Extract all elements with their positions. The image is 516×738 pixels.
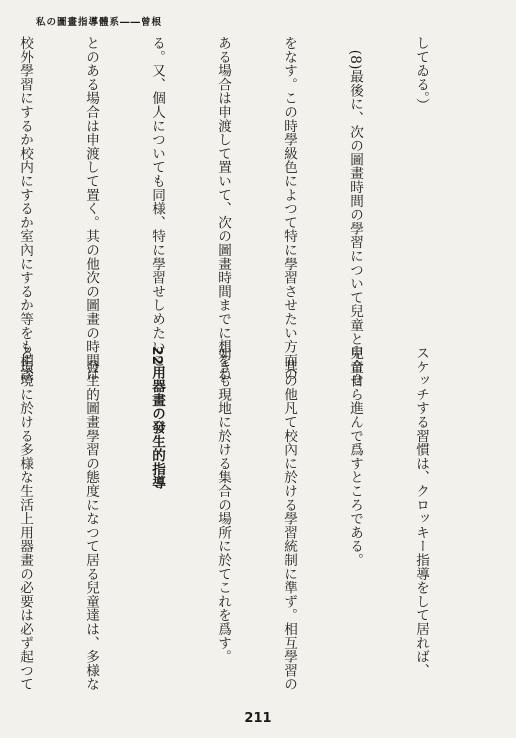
text-column: してゐる。） <box>413 36 429 112</box>
text-column: とのある場合は申渡して置く。其の他次の圖畫の時間は <box>83 36 99 381</box>
page-number: 211 <box>244 711 272 726</box>
upper-text-block <box>17 36 476 388</box>
text-column: 發生的圖畫學習の態度になつて居る兒童達は、多様な <box>83 346 99 691</box>
text-column: る。又、個人についても同様、特に學習せしめたいこ <box>149 36 165 368</box>
text-column: 兒童自ら進んで爲すところである。 <box>347 346 363 567</box>
text-column: 其の他凡て校內に於ける學習統制に準ず。相互學習の <box>281 346 297 691</box>
lower-text-block <box>17 346 476 692</box>
section-heading-22: 22用器畫の發生的指導 <box>149 346 165 490</box>
text-column: 校外學習にするか校内にするか室內にするか等をも相談 <box>17 36 33 381</box>
running-header: 私の圖畫指導體系――曾根 <box>36 17 163 28</box>
text-column: る環境に於ける多様な生活上用器畫の必要は必ず起つて <box>17 346 33 691</box>
text-column: スケッチする習慣は、クロッキー指導をして居れば、 <box>413 346 429 678</box>
text-column: (8)最後に、次の圖畫時間の學習について兒童と申合せ <box>347 36 363 388</box>
text-column: をなす。この時學級色によつて特に學習させたい方面の <box>281 36 297 381</box>
text-column: ある場合は申渡して置いて、次の圖畫時間までに想をね <box>215 36 231 381</box>
text-column: 如きも現地に於ける集合の場所に於てこれを爲す。 <box>215 346 231 664</box>
